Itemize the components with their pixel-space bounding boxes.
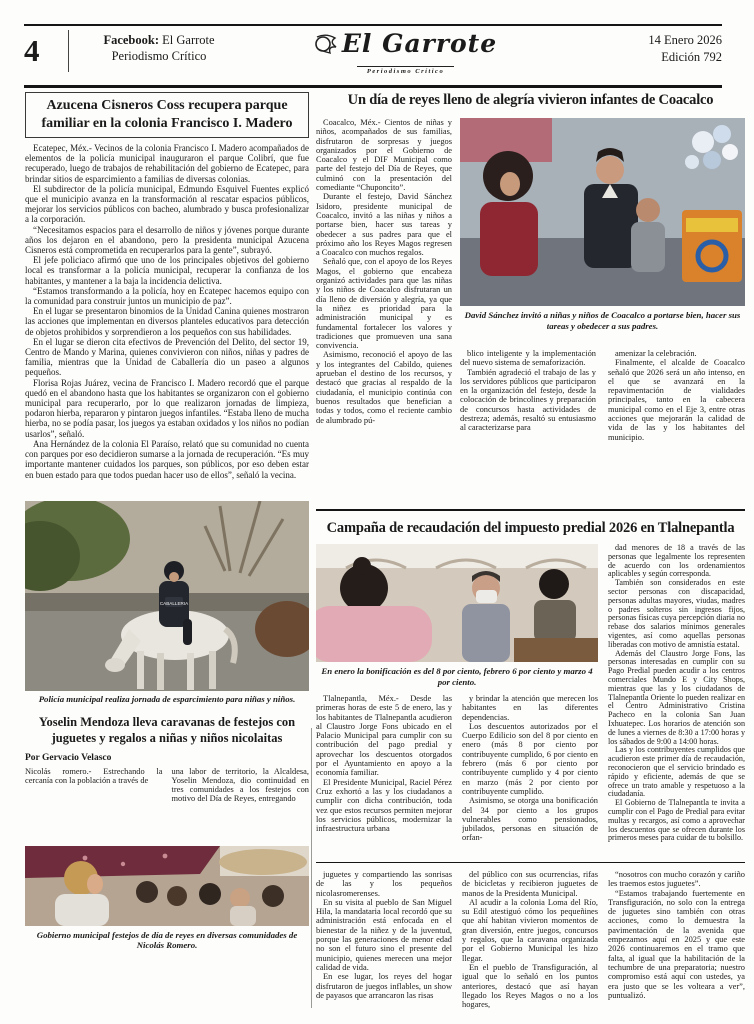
caravanas-cont-col2 [462, 870, 598, 1018]
logo-ornament-icon [314, 33, 338, 55]
paragraph: Asimismo, reconoció el apoyo de las y los integrantes del Cabildo, quienes aprueban el destino de los recursos, y destacó que gracias al respaldo de la ciudadanía, el municipio continúa con buenos resultados que benefician a todas y todos, como el reciente cambio de alumbrado pú- [316, 350, 452, 425]
vest-text: CABALLERIA [159, 601, 189, 606]
paragraph: juguetes y compartiendo las sonrisas de las y los pequeños nicolasromerenses. [316, 870, 452, 898]
paragraph: En el lugar se presentaron binomios de la Unidad Canina quienes mostraron las acciones que implementan en diversos planteles educativos para detección de objetos prohibidos y sorprendieron a los pequeños con sus habilidades. [25, 306, 309, 337]
caravanas-intro-col2: una labor de territorio, la Alcaldesa, Yoselin Mendoza, dio continuidad en tres comunidades a los festejos con motivo del Día de Reyes, entregando [171, 766, 309, 804]
paragraph: Los descuentos autorizados por el Cuerpo Edilicio son del 8 por ciento en enero (más 8 por ciento por contribuyente cumplido, 6 por ciento en febrero (más 6 por ciento por contribuyente cumplido y 4 por ciento en marzo (más 2 por ciento por contribuyente cumplido. [462, 721, 598, 796]
paragraph: blico inteligente y la implementación del nuevo sistema de semaforización. [460, 349, 596, 368]
section-rule-2 [316, 862, 745, 863]
issue-date: 14 Enero 2026 [648, 33, 722, 47]
paragraph: Florisa Rojas Juárez, vecina de Francisco I. Madero recordó que el parque quedó en el abandono hasta que los habitantes se organizaron con el gobierno municipal para recuperarlo, por lo que realizaron jornadas de limpieza, podaron hierba, repararon y pintaron juegos infantiles. “Estaba lleno de mucha hierba, no se podía pasar, los juegos ya estaban oxidados y los niños no podían usarlos”, señaló. [25, 377, 309, 439]
headline-predial: Campaña de recaudación del impuesto predial 2026 en Tlalnepantla [326, 520, 735, 536]
paragraph: El jefe policiaco afirmó que uno de los principales objetivos del gobierno local es transformar a la policía municipal, recuperar la confianza de los habitantes, y mantener a la baja la incidencia delictiva. [25, 255, 309, 286]
masthead [24, 28, 722, 82]
paragraph: En el pueblo de Transfiguración, al igual que lo señaló en los puntos anteriores, destacó que así hayan llegado los Reyes Magos o no a los hogares, [462, 962, 598, 1010]
paragraph: “Estamos transformando a la policía, hoy en Ecatepec hacemos equipo con la comunidad para construir juntos un municipio de paz”. [25, 285, 309, 307]
caption-police-photo: Policía municipal realiza jornada de esparcimiento para niñas y niños. [38, 694, 296, 704]
predial-col2 [462, 694, 598, 858]
logo-block [239, 28, 572, 78]
column-divider-rule [311, 728, 312, 1008]
counter [514, 638, 598, 662]
predial-col3 [608, 544, 745, 858]
section-rule-1 [316, 509, 745, 511]
boy-figure [631, 198, 665, 272]
umbrella [219, 849, 307, 875]
paragraph: También agradeció el trabajo de las y los servidores públicos que participaron en la organización del festejo, desde la colocación de brincolines y preparación de concursos hasta actividades de destreza; además, resaltó su entusiasmo al caracterizarse para [460, 367, 596, 433]
paragraph: El Presidente Municipal, Raciel Pérez Cruz exhortó a las y los ciudadanos a cumplir con dicha contribución, toda vez que estos recursos permiten mejorar los servicios públicos, modernizar la infraestructura urbana [316, 777, 452, 834]
byline-caravanas: Por Gervacio Velasco [25, 752, 112, 763]
date-block [572, 28, 722, 66]
paragraph: Al acudir a la colonia Loma del Río, su Edil atestiguó cómo los pequeñines que ahí habitan vivieron momentos de gran diversión, entre juegos, concursos y regalos, que la caravana organizada por el Gobierno Municipal les hizo llegar. [462, 897, 598, 963]
predial-col1 [316, 694, 452, 858]
masthead-top-rule [24, 24, 722, 26]
caption-predial-photo: En enero la bonificación es del 8 por ciento, febrero 6 por ciento y marzo 4 por ciento. [321, 666, 593, 687]
paragraph: Además del Claustro Jorge Fons, las personas interesadas en cumplir con su Pago Predial pueden acudir a los centros comerciales Mundo E y City Shops, mientras que las y los ciudadanos de Tlalnepantla Oriente lo pueden realizar en el Centro Administrativo Cristina Pacheco en la colonia San Juan Ixhuatepec. Los horarios de atención son de lunes a viernes de 8:30 a 17:00 horas y los sábados de 9:00 a 14:00 horas. [608, 648, 745, 746]
caption-coacalco-photo: David Sánchez invitó a niñas y niños de Coacalco a portarse bien, hacer sus tareas y obedecer a sus padres. [464, 310, 741, 331]
coacalco-col1 [316, 118, 452, 504]
paragraph: “Estamos trabajando fuertemente en Transfiguración, no solo con la entrega de juguetes sino también con otras acciones, como lo demuestra la pavimentación de la avenida que empezamos aquí en 2025 y que este 2026 continuaremos en el tramo que falta, al igual que la habilitación de la techumbre de una preparatoria; nuestro compromiso está aquí con ustedes, ya era justo que se les volteara a ver”, puntualizó. [608, 888, 745, 1000]
coacalco-col3 [608, 349, 745, 504]
paragraph: “nosotros con mucho corazón y cariño les traemos estos juguetes”. [608, 870, 745, 889]
facebook-sub: Periodismo Crítico [111, 49, 207, 63]
caption-caravana-photo: Gobierno municipal festejos de día de reyes en diversas comunidades de Nicolás Romero. [36, 929, 298, 950]
paragraph: Señaló que, con el apoyo de los Reyes Magos, el gobierno que encabeza organizó actividades para que las niñas y los niños de Coacalco disfrutaran un día lleno de diversión y alegría, ya que la niñez es prioridad para la administración municipal y es fundamental fortalecer los valores y tradiciones que promueven una sana convivencia. [316, 257, 452, 351]
headline-parque: Azucena Cisneros Coss recupera parque familiar en la colonia Francisco I. Madero [25, 92, 309, 138]
facebook-label: Facebook: [103, 33, 160, 47]
paragraph: Coacalco, Méx.- Cientos de niñas y niños, acompañados de sus familias, disfrutaron de sorpresas y juegos organizados por el Gobierno de Coacalco y el DIF Municipal como parte del festejo del Día de Reyes, que culminó con la presentación del comediante “Chuponcito”. [316, 118, 452, 193]
coacalco-col2 [460, 349, 596, 504]
paragraph: En su visita al pueblo de San Miguel Hila, la mandataria local recordó que su administración está enfocada en el bienestar de la niñez y de la juventud, porque las generaciones de menor edad no son el futuro sino el presente del municipio, quienes merecen una mejor calidad de vida. [316, 897, 452, 972]
logo-title: El Garrote [341, 29, 498, 58]
paragraph: Tlalnepantla, Méx.- Desde las primeras horas de este 5 de enero, las y los habitantes de Tlalnepantla acudieron al Claustro Jorge Fons ubicado en el Palacio Municipal para cumplir con su contribución del pago predial y aprovechar los descuentos otorgados por el Ayuntamiento en apoyo a la economía familiar. [316, 694, 452, 778]
photo-coacalco-event [460, 118, 745, 306]
paragraph: Durante el festejo, David Sánchez Isidoro, presidente municipal de Coacalco, invitó a las niñas y niños a portarse bien, hacer sus tareas y obedecer a sus padres para que el próximo año los Reyes Magos regresen a Coacalco con muchos regalos. [316, 192, 452, 258]
headline-caravanas: Yoselin Mendoza lleva caravanas de festejos con juguetes y regalos a niñas y niños nicolaitas [38, 714, 296, 745]
paragraph: Asimismo, se otorga una bonificación del 34 por ciento a los grupos vulnerables como pensionados, jubilados, personas en situación de orfan- [462, 796, 598, 843]
paragraph: El subdirector de la policía municipal, Edmundo Esquivel Fuentes explicó que el municipio avanza en la transformación al rescatar espacios públicos, mejorar los servicios públicos con bacheo, alumbrado y busca profesionalizar a la corporación. [25, 183, 309, 225]
paragraph: y brindar la atención que merecen los habitantes en las diferentes dependencias. [462, 694, 598, 722]
paragraph: En ese lugar, los reyes del hogar disfrutaron de juegos inflables, un show de payasos que arrancaron las risas [316, 972, 452, 1000]
paragraph: dad menores de 18 a través de las personas que legalmente los representen de acuerdo con los ordenamientos aplicables y según corresponda. [608, 544, 745, 579]
paragraph: “Necesitamos espacios para el desarrollo de niños y jóvenes porque durante años los dejaron en el abandono, pero la presidenta municipal Azucena Cisneros está comprometida en recuperarlos para la gente”, subrayó. [25, 224, 309, 256]
caravanas-intro [25, 767, 309, 843]
page-number: 4 [24, 33, 40, 68]
photo-caravana [25, 846, 309, 926]
paragraph: Las y los contribuyentes cumplidos que acudieron este primer día de recaudación, reconocieron que el servicio brindado es rápido y eficiente, además de que se ofrece un trato amable y respetuoso a la ciudadanía. [608, 745, 745, 799]
paragraph: Ana Hernández de la colonia El Paraíso, relató que su comunidad no cuenta con parques por eso decidieron sumarse a la jornada de recuperación. “Es muy importante mantener cuidados los parques, son públicos, por eso deben estar en buen estado para que todos puedan hacer uso de ellos”, señaló la vecina. [25, 438, 309, 480]
left-column-region [25, 92, 309, 951]
paragraph: El Gobierno de Tlalnepantla te invita a cumplir con el Pago de Predial para evitar multas y recargos, así como a aprovechar los descuentos que se ofrecen durante los primeros meses para cuidar de tu bolsillo. [608, 798, 745, 843]
woman-figure [480, 151, 538, 276]
logo [314, 30, 497, 58]
body-parque [25, 143, 309, 498]
facebook-block [79, 28, 239, 64]
paragraph: Finalmente, el alcalde de Coacalco señaló que 2026 será un año intenso, en el que se avanzará en la repavimentación de vialidades principales, tanto en la cabecera municipal como en el Eje 3, entre otras acciones que mejorarán la calidad de vida de las y los habitantes del municipio. [608, 358, 745, 442]
caravanas-cont-col3 [608, 870, 745, 1018]
paragraph: Ecatepec, Méx.- Vecinos de la colonia Francisco I. Madero acompañados de elementos de la policía municipal inauguraron el parque Colibrí, que fue recuperado, luego de trabajos de rehabilitación del gobierno de Ecatepec, para brindar sitios de esparcimiento a familias de diversas colonias. [25, 143, 309, 184]
photo-police-horse [25, 501, 309, 691]
photo-predial [316, 544, 598, 662]
paragraph: del público con sus ocurrencias, rifas de bicicletas y recibieron juguetes de manos de la Presidenta Municipal. [462, 870, 598, 898]
toy-box [682, 210, 742, 282]
paragraph: En el lugar se dieron cita efectivos de Prevención del Delito, del sector 19, Centro de Mando y Marina, quienes convivieron con niños, niñas y padres de familia, mientras que la Unidad de Caballería dio un paseo a algunos pequeños. [25, 336, 309, 378]
headline-coacalco: Un día de reyes lleno de alegría vivieron infantes de Coacalco [347, 92, 714, 108]
paragraph: amenizar la celebración. [615, 349, 697, 358]
caravanas-intro-col1: Nicolás romero.- Estrechando la cercanía con la población a través de [25, 766, 163, 785]
logo-subtitle: Periodismo Crítico [357, 66, 454, 75]
masthead-divider [68, 30, 69, 72]
facebook-value: El Garrote [159, 33, 215, 47]
right-region [316, 88, 745, 1018]
caravanas-cont-col1 [316, 870, 452, 1018]
paragraph: También son considerados en este sector personas con discapacidad, personas adultas mayores, viudas, madres o padres solteros sin ingresos fijos, personas físicas cuya percepción diaria no rebase dos salarios mínimos generales vigentes, así como aquellas personas liberadas con motivo de amnistía estatal. [608, 578, 745, 649]
issue-edition: Edición 792 [661, 50, 722, 64]
